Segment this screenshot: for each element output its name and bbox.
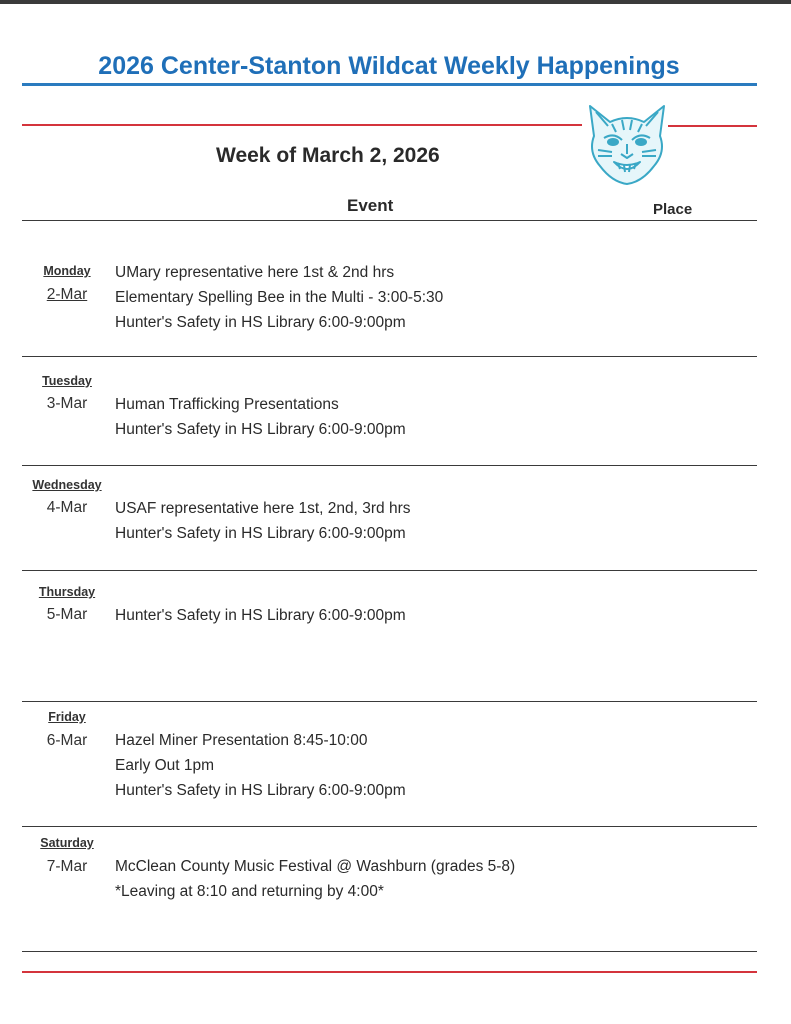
row-divider (22, 356, 757, 357)
day-date: 4-Mar (46, 499, 88, 516)
day-name: Friday (48, 710, 86, 724)
day-name: Monday (43, 264, 91, 278)
event-list (115, 260, 443, 335)
event-item: *Leaving at 8:10 and returning by 4:00* (115, 883, 384, 900)
footer-divider (22, 951, 757, 952)
page-top-border (0, 0, 791, 4)
wildcat-mascot-icon (582, 100, 672, 186)
day-date: 6-Mar (46, 732, 88, 749)
event-list (115, 496, 411, 546)
day-date: 5-Mar (46, 606, 88, 623)
day-name: Saturday (40, 836, 94, 850)
red-rule-left (22, 124, 582, 126)
event-item: USAF representative here 1st, 2nd, 3rd hrs (115, 500, 411, 517)
day-name: Tuesday (42, 374, 92, 388)
day-name: Wednesday (32, 478, 102, 492)
event-item: Hazel Miner Presentation 8:45-10:00 (115, 732, 368, 749)
row-divider (22, 570, 757, 571)
column-header-place: Place (653, 201, 693, 218)
day-name: Thursday (38, 585, 96, 599)
event-item: Hunter's Safety in HS Library 6:00-9:00pm (115, 314, 406, 331)
event-list (115, 854, 515, 904)
event-item: Early Out 1pm (115, 757, 215, 774)
event-item: McClean County Music Festival @ Washburn (grades 5-8) (115, 858, 516, 875)
event-item: Hunter's Safety in HS Library 6:00-9:00pm (115, 525, 406, 542)
day-date: 7-Mar (46, 858, 88, 875)
red-rule-right (668, 125, 757, 127)
day-date: 3-Mar (46, 395, 88, 412)
event-item: Hunter's Safety in HS Library 6:00-9:00pm (115, 607, 406, 624)
event-list (115, 392, 406, 442)
row-divider (22, 465, 757, 466)
event-item: Hunter's Safety in HS Library 6:00-9:00pm (115, 421, 406, 438)
event-item: Elementary Spelling Bee in the Multi - 3:00-5:30 (115, 289, 444, 306)
row-divider (22, 826, 757, 827)
week-heading: Week of March 2, 2026 (216, 144, 440, 167)
footer-red-rule (22, 971, 757, 973)
event-item: Hunter's Safety in HS Library 6:00-9:00pm (115, 782, 406, 799)
title-underline-blue (22, 83, 757, 86)
event-item: Human Trafficking Presentations (115, 396, 339, 413)
header-divider (22, 220, 757, 221)
column-header-event: Event (347, 196, 394, 215)
day-date: 2-Mar (46, 286, 88, 303)
event-list (115, 603, 406, 628)
event-item: UMary representative here 1st & 2nd hrs (115, 264, 395, 281)
page-title: 2026 Center-Stanton Wildcat Weekly Happenings (98, 52, 680, 80)
event-list (115, 728, 406, 803)
row-divider (22, 701, 757, 702)
